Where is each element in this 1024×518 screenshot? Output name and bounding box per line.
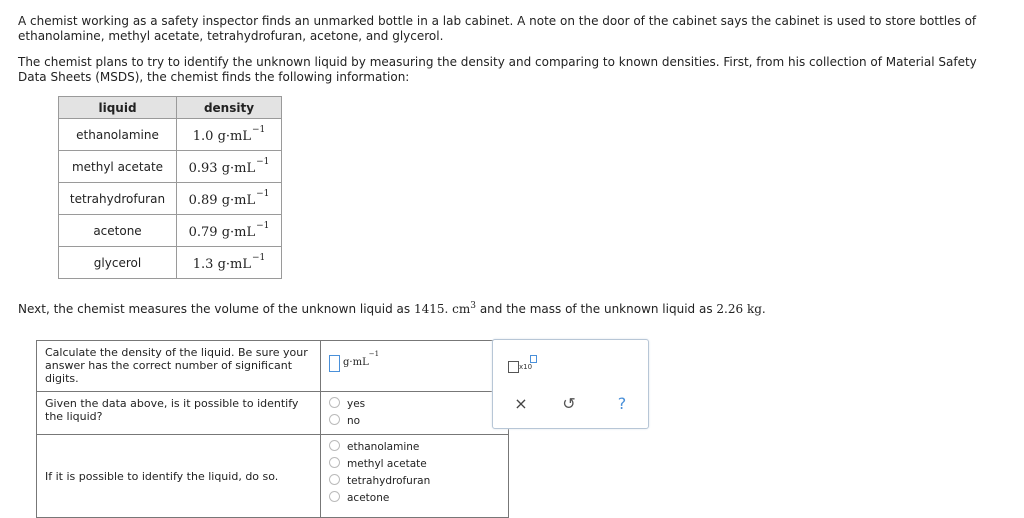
intro-paragraph-2: The chemist plans to try to identify the unknown liquid by measuring the density and comparing to known densities. First, from his collection of Material Safety Data Sheets (MSDS), the chemist finds the following information: <box>18 55 977 84</box>
radio-circle-icon[interactable] <box>329 414 340 425</box>
density-exponent: −1 <box>256 157 270 167</box>
exponent-box-icon <box>530 355 537 363</box>
header-liquid: liquid <box>59 97 177 119</box>
density-unit: g·mL <box>221 225 256 240</box>
table-row <box>59 215 282 247</box>
density-answer-input[interactable] <box>329 355 340 372</box>
density-value: 0.79 $g\cdot mL^{-1}$ <box>177 215 282 247</box>
header-density: density <box>177 97 282 119</box>
answer-toolbar <box>492 339 649 429</box>
liquid-name: ethanolamine <box>59 119 177 151</box>
msds-table <box>58 96 282 279</box>
table-row <box>59 183 282 215</box>
density-exponent: −1 <box>251 253 266 263</box>
table-row <box>59 151 282 183</box>
mass-unit: kg <box>746 302 762 316</box>
mass-value: 2.26 <box>716 302 744 316</box>
question-which-cell <box>37 435 321 518</box>
table-row <box>59 119 282 151</box>
undo-icon[interactable]: ↺ <box>562 394 576 413</box>
volume-exponent: 3 <box>470 301 476 311</box>
radio-circle-icon[interactable] <box>329 491 340 502</box>
scientific-notation-button[interactable] <box>508 354 538 374</box>
density-value: 0.89 $g\cdot mL^{-1}$ <box>177 183 282 215</box>
density-value: 0.93 $g\cdot mL^{-1}$ <box>177 151 282 183</box>
question-table <box>36 340 509 518</box>
liquid-name: acetone <box>59 215 177 247</box>
box-icon <box>508 361 519 373</box>
answer-identify-cell <box>321 392 509 435</box>
density-exponent: −1 <box>251 125 266 135</box>
density-unit: g·mL <box>221 161 256 176</box>
radio-tetrahydrofuran[interactable]: tetrahydrofuran <box>329 473 500 490</box>
x10-label: x10 <box>519 363 533 371</box>
radio-circle-icon[interactable] <box>329 397 340 408</box>
clear-icon[interactable]: × <box>514 394 528 413</box>
radio-ethanolamine[interactable]: ethanolamine <box>329 439 500 456</box>
radio-no[interactable]: no <box>329 413 500 430</box>
density-value: 1.0 $g\cdot mL^{-1}$ <box>177 119 282 151</box>
volume-value: 1415. <box>413 302 449 316</box>
density-exponent: −1 <box>256 189 270 199</box>
radio-methyl-acetate[interactable]: methyl acetate <box>329 456 500 473</box>
radio-acetone[interactable]: acetone <box>329 490 500 507</box>
question-row-density <box>37 341 509 392</box>
density-unit: g·mL <box>217 129 251 144</box>
question-row-which <box>37 435 509 518</box>
liquid-name: tetrahydrofuran <box>59 183 177 215</box>
density-unit: g·mL <box>217 257 251 272</box>
liquid-name: glycerol <box>59 247 177 279</box>
answer-unit: $g\cdot mL^{-1}$ <box>343 349 380 368</box>
answer-density-cell <box>321 341 509 392</box>
density-unit: g·mL <box>221 193 256 208</box>
measurement-sentence: Next, the chemist measures the volume of the unknown liquid as 1415. $cm^3$ and the mass of the unknown liquid as 2.26 kg. <box>18 301 766 316</box>
question-row-identify <box>37 392 509 435</box>
volume-unit: cm <box>452 302 471 316</box>
intro-paragraph-1: A chemist working as a safety inspector finds an unmarked bottle in a lab cabinet. A note on the door of the cabinet says the cabinet is used to store bottles of ethanolamine, methyl acetate, tetrahydrofuran, acetone, and glycerol. <box>18 14 977 43</box>
radio-circle-icon[interactable] <box>329 474 340 485</box>
radio-circle-icon[interactable] <box>329 457 340 468</box>
question-density: Calculate the density of the liquid. Be sure your answer has the correct number of significant digits. <box>37 341 321 392</box>
help-icon[interactable]: ? <box>617 394 627 413</box>
density-value: 1.3 $g\cdot mL^{-1}$ <box>177 247 282 279</box>
liquid-name: methyl acetate <box>59 151 177 183</box>
radio-circle-icon[interactable] <box>329 440 340 451</box>
density-exponent: −1 <box>256 221 270 231</box>
question-which: If it is possible to identify the liquid, do so. <box>45 470 279 483</box>
answer-which-cell <box>321 435 509 518</box>
question-identify: Given the data above, is it possible to identify the liquid? <box>37 392 321 435</box>
radio-yes[interactable]: yes <box>329 396 500 413</box>
table-row <box>59 247 282 279</box>
